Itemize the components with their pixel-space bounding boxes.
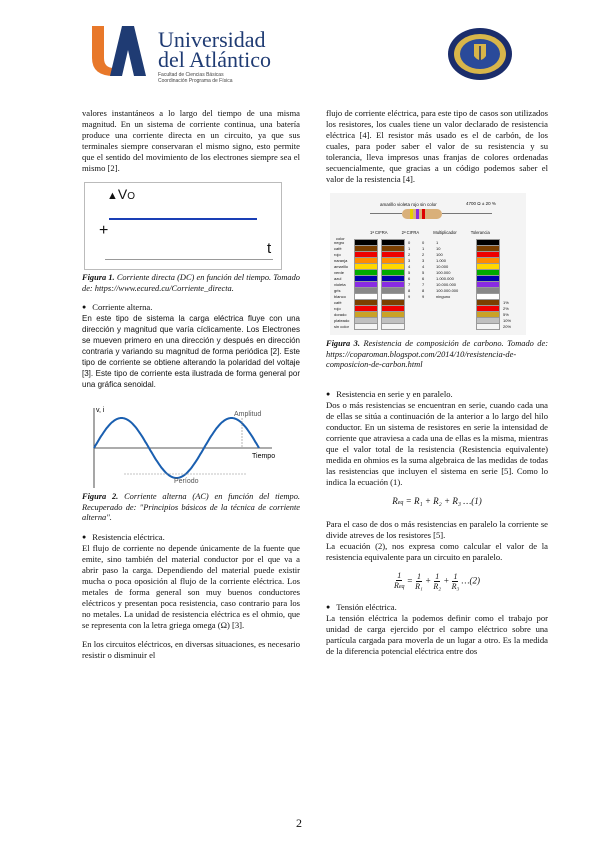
digit-value-2: 0 xyxy=(422,239,425,245)
color-name: gris xyxy=(334,287,341,293)
color-code-row xyxy=(334,323,520,329)
bullet-tension-title: Tensión eléctrica. xyxy=(336,601,397,612)
equation-1 xyxy=(326,496,548,509)
university-logo xyxy=(88,22,150,78)
digit-value-2: 9 xyxy=(422,293,425,299)
digit-value-2: 7 xyxy=(422,281,425,287)
col-tolerancia: Tolerancia xyxy=(470,230,490,235)
tolerance-value: 1% xyxy=(503,299,509,305)
bullet-tension-electrica: ● Tensión eléctrica. xyxy=(326,601,397,612)
eq2-r1: R₁ xyxy=(415,581,423,591)
fig1-caption-label: Figura 1. xyxy=(82,273,115,282)
left-paragraph-2: En este tipo de sistema la carga eléctrica fluye con una dirección y magnitud que varía cíclicamente. Los Electrones se mueven primero en una dirección y después en dirección contraria y variando su magnitud de forma periódica [2]. Este tipo de corriente se obtiene alterando la polaridad del voltaje [3]. Este tipo de corriente esta ilustrada de forma general por una gráfica senoidal. xyxy=(82,314,300,389)
color-name: rojo xyxy=(334,251,341,257)
bullet-resistencia-title: Resistencia eléctrica. xyxy=(92,531,165,542)
color-name: blanco xyxy=(334,293,346,299)
color-name: azul xyxy=(334,275,342,281)
right-paragraph-2: Dos o más resistencias se encuentran en serie, cuando cada una de ellas se sitúa a continuación de la anterior a lo largo del hilo conductor. En un sistema de resistores en serie la intensidad de corriente que atraviesa a cada una de ellas es la misma, mientras que el valor total de la resistencia (Resistencia equivalente) medida en ohmios es la suma algebraica de las medidas de todas las resistencias que incluyen el sistema en serie [5]. Como lo indica la ecuación (1). xyxy=(326,399,548,487)
fig1-y-label: V xyxy=(117,186,128,202)
eq2-num-1: 1 xyxy=(416,571,421,581)
figure-3-caption xyxy=(326,339,548,371)
color-name: amarillo xyxy=(334,263,349,269)
fig1-caption-text: Corriente directa (DC) en función del tiempo. Tomado de: https://www.ecured.cu/Corriente_directa. xyxy=(82,273,300,293)
eq2-num-3: 1 xyxy=(453,571,458,581)
color-header: color xyxy=(336,236,345,241)
resistor-body xyxy=(402,209,442,219)
bullet-resistencia-electrica: ● Resistencia eléctrica. xyxy=(82,531,165,542)
eq2-r3: R₃ xyxy=(451,581,460,591)
fig2-caption-text: Corriente alterna (AC) en función del tiempo. Recuperado de: "Principios básicos de la técnica de corriente alterna". xyxy=(82,492,300,522)
fig2-time-label: Tiempo xyxy=(252,453,276,460)
color-name: plateado xyxy=(334,317,350,323)
col-2a-cifra: 2ª CIFRA xyxy=(401,230,420,235)
color-name: violeta xyxy=(334,281,346,287)
digit-value: 2 xyxy=(408,251,411,257)
fig1-t-label: t xyxy=(267,240,272,257)
dc-voltage-line xyxy=(109,218,257,220)
multiplier-value: 100.000.000 xyxy=(436,287,459,293)
fig1-y-subscript: O xyxy=(127,191,136,202)
bullet-corriente-alterna-title: Corriente alterna. xyxy=(92,302,153,312)
fig1-plus-sign: + xyxy=(99,222,109,239)
digit-value: 8 xyxy=(408,287,411,293)
eq2-r2: R₂ xyxy=(433,581,442,591)
color-name: sin color xyxy=(334,323,349,329)
logo-letters: UA xyxy=(88,22,90,23)
figure-3-resistor-color-code xyxy=(330,193,526,335)
bullet-corriente-alterna: ● Corriente alterna. xyxy=(82,302,153,312)
fig3-caption-text: Resistencia de composición de carbono. Tomado de: https://coparoman.blogspot.com/2014/10/resistencia-de-composicion-de-carbon.html xyxy=(326,339,548,369)
color-swatch xyxy=(354,323,378,330)
multiplier-value: ninguno xyxy=(436,293,451,299)
multiplier-value: 10.000.000 xyxy=(436,281,457,287)
digit-value-2: 5 xyxy=(422,269,425,275)
color-name: naranja xyxy=(334,257,348,263)
color-code-table xyxy=(334,239,520,329)
color-name: café xyxy=(334,245,342,251)
faculty-line1: Facultad de Ciencias Básicas xyxy=(158,72,224,78)
figure-1-caption xyxy=(82,273,300,294)
fig2-y-label: v, i xyxy=(96,407,105,414)
fig3-caption-label: Figura 3. xyxy=(326,339,360,348)
fig2-period-label: Período xyxy=(174,478,199,485)
eq2-tail: …(2) xyxy=(461,575,481,586)
digit-value: 6 xyxy=(408,275,411,281)
page-number: 2 xyxy=(296,816,302,830)
eq1-lhs: R xyxy=(392,495,398,506)
physics-program-seal xyxy=(446,26,514,82)
fig1-time-axis xyxy=(105,259,273,260)
digit-value: 5 xyxy=(408,269,411,275)
digit-value: 3 xyxy=(408,257,411,263)
digit-value: 4 xyxy=(408,263,411,269)
right-paragraph-1: flujo de corriente eléctrica, para este tipo de casos son utilizados los resistores, los cuales tiene un valor declarado de resistencia eléctrica [4]. El resistor más usado es el de carbón, de los cuales, para poder saber el valor de su resistencia y su tolerancia, lleva impresos unas franjas de colores ordenadas secuencialmente, que gracias a un código podemos saber el valor de la resistencia [4]. xyxy=(326,108,548,184)
eq2-req: R xyxy=(393,580,399,590)
left-paragraph-4: En los circuitos eléctricos, en diversas situaciones, es necesario resistir o disminuir el xyxy=(82,638,300,660)
right-paragraph-5: La tensión eléctrica la podemos definir como el trabajo por unidad de carga ejercido por el campo eléctrico sobre una partícula cargada para moverla de un lugar a otro. Es la medida de la diferencia potencial eléctrica entre dos xyxy=(326,612,548,656)
university-name-line2: del Atlántico xyxy=(158,47,272,72)
left-paragraph-3: El flujo de corriente no depende únicamente de la fuente que emite, sino también del material conductor por el que va a abrir paso la carga. Dependiendo del material puede existir mucha o poca oposición al flujo de la corriente eléctrica. Los metales de forma general son muy buenos conductores eléctricos y presentan poca resistencia, caso contrario para los no metales. La unidad de resistencia eléctrica es el ohmio, que se representa con la letra griega omega (Ω) [3]. xyxy=(82,542,300,630)
digit-value: 0 xyxy=(408,239,411,245)
bullet-serie-paralelo-title: Resistencia en serie y en paralelo. xyxy=(336,388,453,399)
digit-value-2: 8 xyxy=(422,287,425,293)
right-column xyxy=(326,108,548,665)
digit-value: 1 xyxy=(408,245,411,251)
color-swatch-3 xyxy=(476,323,500,330)
faculty-line2: Coordinación Programa de Física xyxy=(158,78,233,84)
digit-value-2: 4 xyxy=(422,263,425,269)
digit-value: 9 xyxy=(408,293,411,299)
digit-value-2: 3 xyxy=(422,257,425,263)
tolerance-value: 20% xyxy=(503,323,512,329)
color-name: rojo xyxy=(334,305,341,311)
tolerance-value: 2% xyxy=(503,305,509,311)
multiplier-value: 1 xyxy=(436,239,439,245)
multiplier-value: 100.000 xyxy=(436,269,451,275)
equation-2: $\frac{1}{\text{Req}}$ = $\frac{1}{\text{R₁}}$ + $\frac{1}{\text{R₂}}$ + $\frac{1}{\text{R₃}}$ …(2) xyxy=(393,570,481,591)
bullet-serie-paralelo: ● Resistencia en serie y en paralelo. xyxy=(326,388,453,399)
col-multiplicador: Multiplicador xyxy=(433,230,457,235)
resistor-value-label: 4700 Ω ± 20 % xyxy=(466,201,496,206)
ac-sine-svg xyxy=(84,398,280,492)
right-paragraph-3: Para el caso de dos o más resistencias en paralelo la corriente se divide atreves de los resistores [5]. xyxy=(326,518,548,540)
multiplier-value: 10 xyxy=(436,245,441,251)
figure-1-dc-graph: ▲VO + t xyxy=(84,182,282,270)
multiplier-value: 100 xyxy=(436,251,443,257)
university-name-line1: Universidad xyxy=(158,27,266,52)
digit-value-2: 6 xyxy=(422,275,425,281)
fig2-amplitude-label: Amplitud xyxy=(234,411,262,418)
digit-value: 7 xyxy=(408,281,411,287)
digit-value-2: 1 xyxy=(422,245,425,251)
color-name: negro xyxy=(334,239,345,245)
color-name: dorado xyxy=(334,311,347,317)
multiplier-value: 1.000.000 xyxy=(436,275,454,281)
university-name xyxy=(158,27,272,84)
eq2-num-lhs: 1 xyxy=(397,570,402,580)
left-column xyxy=(82,108,300,669)
multiplier-value: 1.000 xyxy=(436,257,447,263)
eq2-req-sub: eq xyxy=(398,583,405,590)
col-1a-cifra: 1ª CIFRA xyxy=(370,230,388,235)
eq1-rhs: = R₁ + R₂ + R₃ …(1) xyxy=(405,495,482,506)
eq2-num-2: 1 xyxy=(435,571,440,581)
color-name: verde xyxy=(334,269,345,275)
left-paragraph-1: valores instantáneos a lo largo del tiempo de una misma magnitud. En un sistema de corriente continua, una batería produce una corriente directa en un circuito, ya que sus terminales siempre conservaran el mismo signo, esto permite que el sentido del movimiento de los electrones siempre sea el mismo [2]. xyxy=(82,108,300,173)
tolerance-value: 5% xyxy=(503,311,509,317)
resistor-band-labels: amarillo violeta rojo sin color xyxy=(380,202,437,207)
tolerance-value: 10% xyxy=(503,317,512,323)
multiplier-value: 10.000 xyxy=(436,263,449,269)
fig2-caption-label: Figura 2. xyxy=(82,492,119,501)
figure-2-ac-graph xyxy=(84,398,280,492)
color-name: café xyxy=(334,299,342,305)
figure-2-caption xyxy=(82,492,300,524)
digit-value-2: 2 xyxy=(422,251,425,257)
color-swatch-2 xyxy=(381,323,405,330)
right-paragraph-4: La ecuación (2), nos expresa como calcular el valor de la resistencia equivalente para un circuito en paralelo. xyxy=(326,540,548,562)
eq1-lhs-sub: eq xyxy=(397,499,404,506)
